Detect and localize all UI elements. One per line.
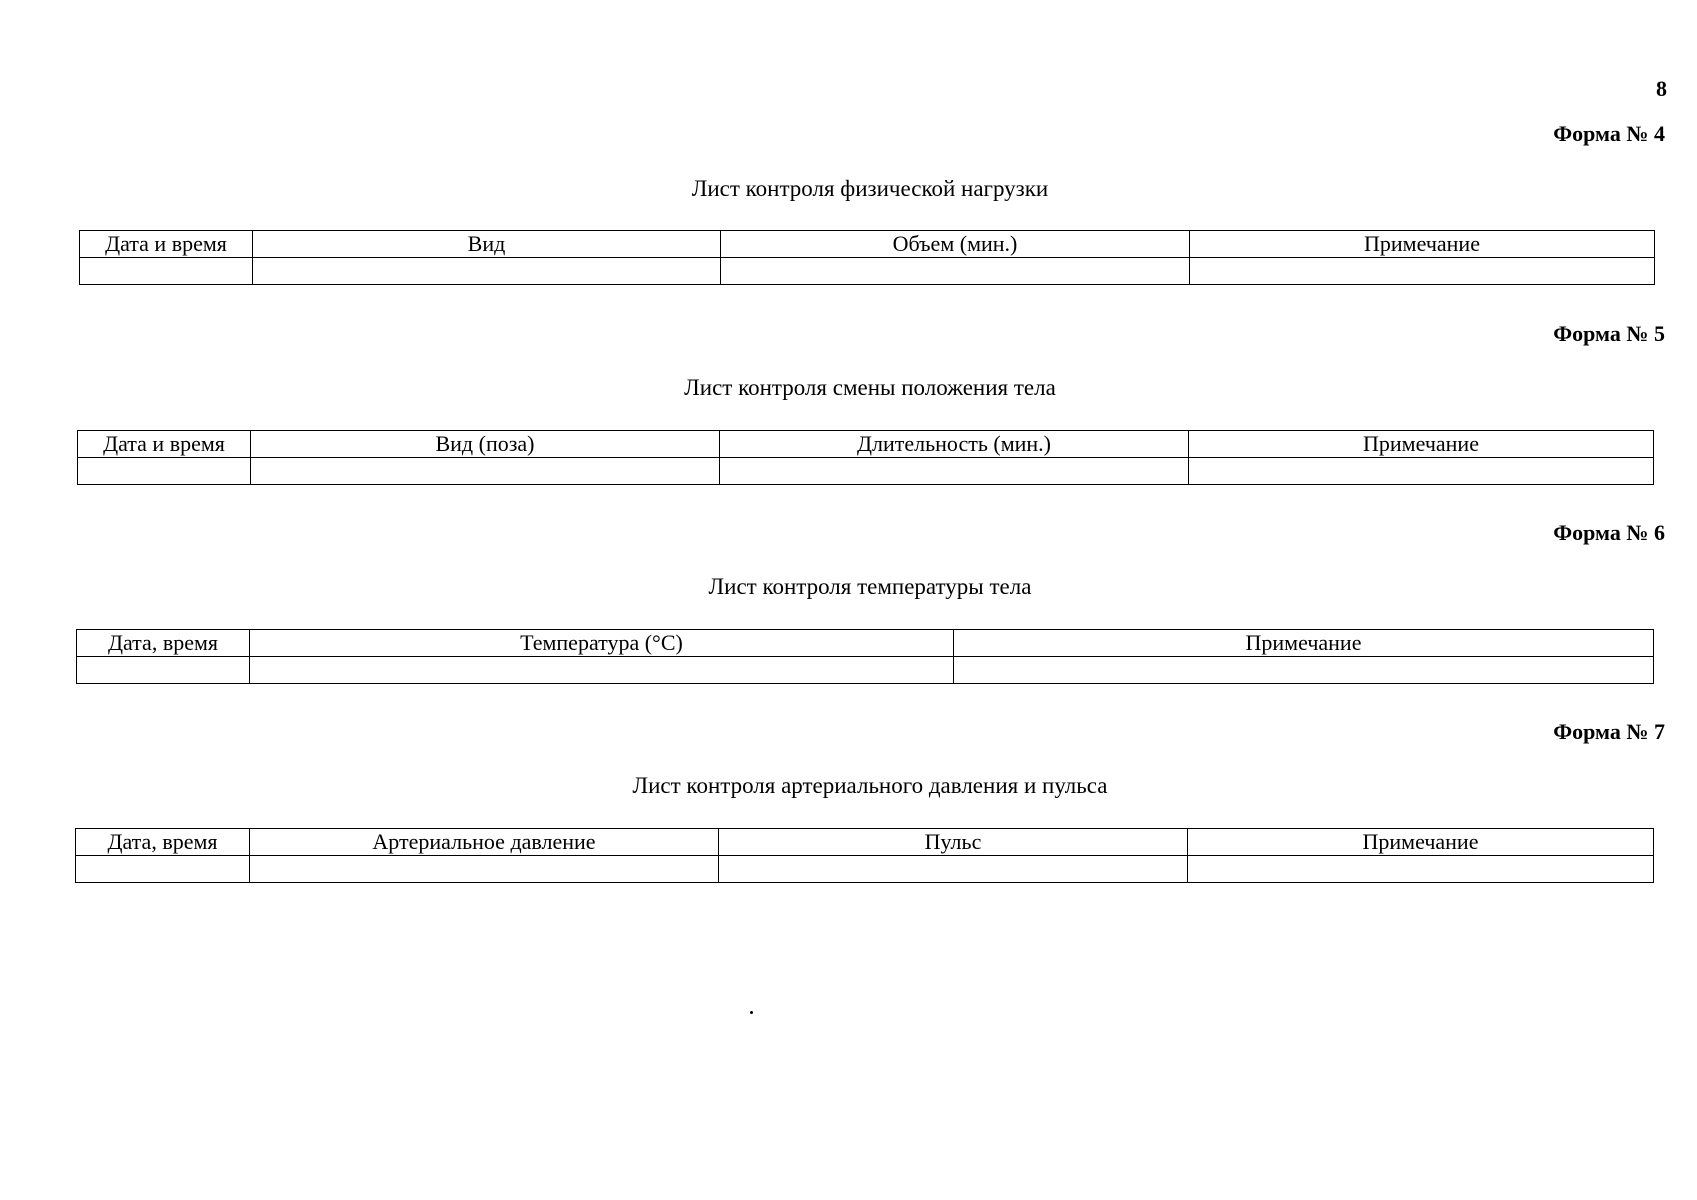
column-header: Артериальное давление bbox=[250, 829, 719, 856]
table-row bbox=[76, 856, 1654, 883]
form-5-label: Форма № 5 bbox=[1553, 321, 1665, 346]
form-6-table bbox=[76, 629, 1654, 684]
column-header: Примечание bbox=[1190, 231, 1655, 258]
table-cell bbox=[1188, 856, 1654, 883]
stray-dot bbox=[750, 1011, 753, 1014]
form-7-table bbox=[75, 828, 1654, 883]
table-cell bbox=[250, 856, 719, 883]
table-cell bbox=[954, 657, 1654, 684]
table-cell bbox=[253, 258, 721, 285]
table-header-row bbox=[80, 231, 1655, 258]
table-header-row bbox=[78, 431, 1654, 458]
table-cell bbox=[250, 657, 954, 684]
column-header: Вид (поза) bbox=[251, 431, 720, 458]
column-header: Примечание bbox=[1189, 431, 1654, 458]
column-header: Примечание bbox=[954, 630, 1654, 657]
form-6-label: Форма № 6 bbox=[1553, 520, 1665, 545]
table-row bbox=[78, 458, 1654, 485]
column-header: Температура (°C) bbox=[250, 630, 954, 657]
column-header: Дата, время bbox=[77, 630, 250, 657]
form-5-title: Лист контроля смены положения тела bbox=[684, 375, 1056, 400]
column-header: Дата, время bbox=[76, 829, 250, 856]
table-cell bbox=[721, 258, 1190, 285]
table-header-row bbox=[76, 829, 1654, 856]
table-cell bbox=[1190, 258, 1655, 285]
table-header-row bbox=[77, 630, 1654, 657]
table-cell bbox=[77, 657, 250, 684]
column-header: Вид bbox=[253, 231, 721, 258]
form-7-label: Форма № 7 bbox=[1553, 719, 1665, 744]
table-cell bbox=[251, 458, 720, 485]
form-6-title: Лист контроля температуры тела bbox=[708, 574, 1032, 599]
form-7-title: Лист контроля артериального давления и пульса bbox=[632, 773, 1108, 798]
form-4-title: Лист контроля физической нагрузки bbox=[691, 176, 1049, 201]
column-header: Длительность (мин.) bbox=[720, 431, 1189, 458]
table-row bbox=[80, 258, 1655, 285]
table-cell bbox=[78, 458, 251, 485]
column-header: Объем (мин.) bbox=[721, 231, 1190, 258]
table-cell bbox=[720, 458, 1189, 485]
column-header: Пульс bbox=[719, 829, 1188, 856]
form-4-table bbox=[79, 230, 1655, 285]
form-4-label: Форма № 4 bbox=[1553, 121, 1665, 146]
table-cell bbox=[719, 856, 1188, 883]
column-header: Дата и время bbox=[80, 231, 253, 258]
form-5-table bbox=[77, 430, 1654, 485]
table-cell bbox=[80, 258, 253, 285]
column-header: Дата и время bbox=[78, 431, 251, 458]
column-header: Примечание bbox=[1188, 829, 1654, 856]
table-cell bbox=[76, 856, 250, 883]
table-row bbox=[77, 657, 1654, 684]
page-number: 8 bbox=[1656, 76, 1667, 101]
table-cell bbox=[1189, 458, 1654, 485]
